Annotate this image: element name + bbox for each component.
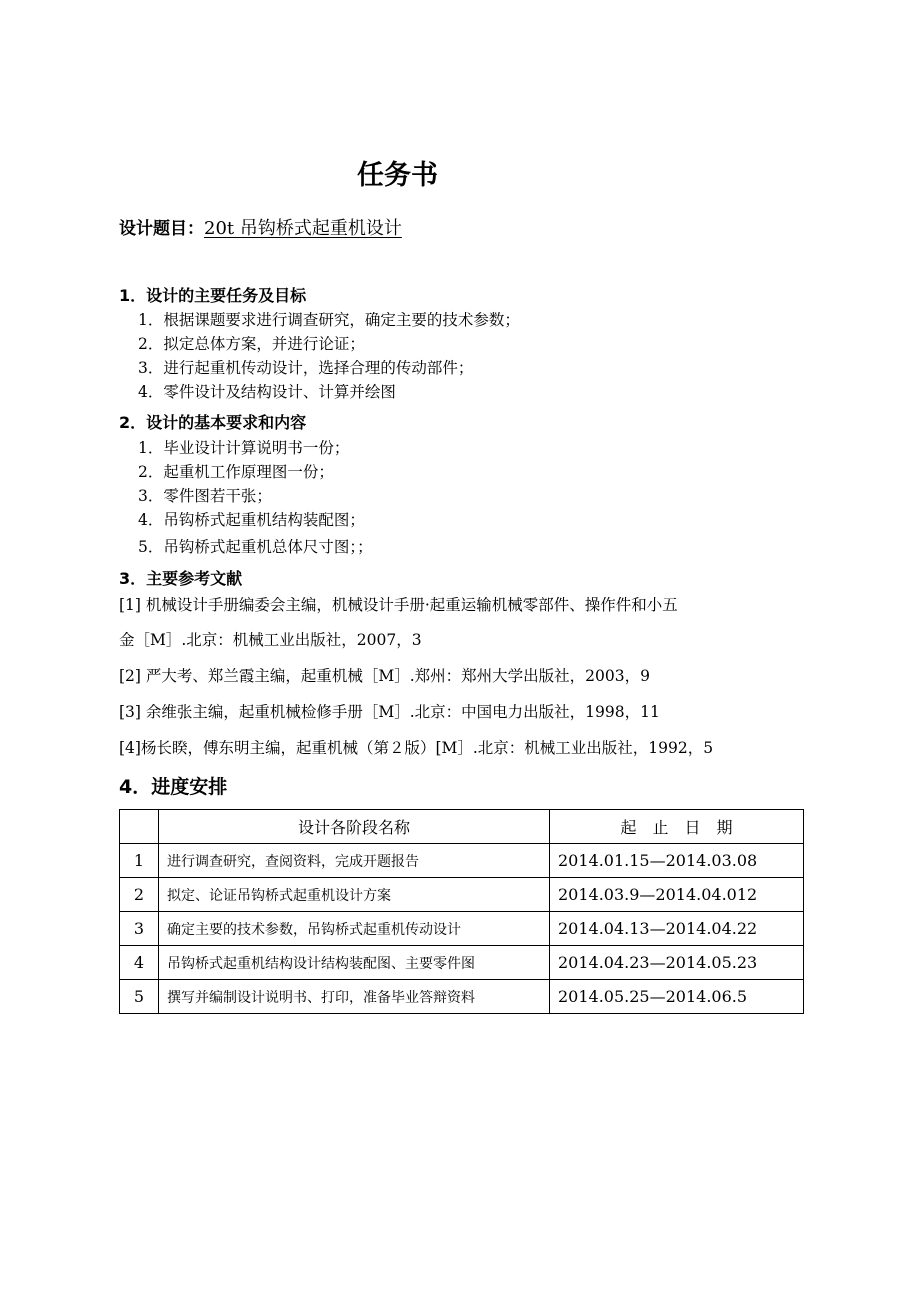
- schedule-table: [119, 809, 804, 1014]
- section-1-item: 1．根据课题要求进行调查研究，确定主要的技术参数；: [138, 311, 520, 329]
- design-topic-value: 20t 吊钩桥式起重机设计: [204, 218, 402, 239]
- row-number: 3: [120, 912, 159, 946]
- header-no: [120, 810, 159, 844]
- reference-line: [3] 余维张主编，起重机械检修手册［M］.北京：中国电力出版社，1998，11: [119, 703, 660, 721]
- row-number: 5: [120, 980, 159, 1014]
- reference-line: [1] 机械设计手册编委会主编，机械设计手册·起重运输机械零部件、操作件和小五: [119, 596, 678, 614]
- table-row: [120, 980, 804, 1014]
- row-date: 2014.04.23—2014.05.23: [550, 946, 804, 980]
- header-date: 起 止 日 期: [550, 810, 804, 844]
- schedule-header-row: [120, 810, 804, 844]
- section-1-item: 4．零件设计及结构设计、计算并绘图: [138, 383, 396, 401]
- row-stage: 吊钩桥式起重机结构设计结构装配图、主要零件图: [159, 946, 550, 980]
- table-row: [120, 946, 804, 980]
- reference-line: [2] 严大考、郑兰霞主编，起重机械［M］.郑州：郑州大学出版社，2003，9: [119, 667, 650, 685]
- section-2-item: 1．毕业设计计算说明书一份；: [138, 439, 350, 457]
- table-row: [120, 912, 804, 946]
- row-number: 4: [120, 946, 159, 980]
- document-title: 任务书: [357, 160, 438, 191]
- section-2-heading: 2．设计的基本要求和内容: [119, 413, 307, 432]
- row-date: 2014.03.9—2014.04.012: [550, 878, 804, 912]
- row-date: 2014.05.25—2014.06.5: [550, 980, 804, 1014]
- header-stage: 设计各阶段名称: [159, 810, 550, 844]
- table-row: [120, 878, 804, 912]
- section-2-item: 3．零件图若干张；: [138, 487, 272, 505]
- section-3-heading: 3．主要参考文献: [119, 569, 243, 588]
- row-number: 1: [120, 844, 159, 878]
- row-date: 2014.04.13—2014.04.22: [550, 912, 804, 946]
- row-number: 2: [120, 878, 159, 912]
- section-2-item: 2．起重机工作原理图一份；: [138, 463, 334, 481]
- section-2-item: 5．吊钩桥式起重机总体尺寸图；；: [138, 538, 373, 556]
- reference-line: 金［M］.北京：机械工业出版社，2007，3: [119, 631, 422, 649]
- row-stage: 拟定、论证吊钩桥式起重机设计方案: [159, 878, 550, 912]
- section-4-heading: 4．进度安排: [119, 776, 228, 798]
- section-1-heading: 1．设计的主要任务及目标: [119, 286, 307, 305]
- design-topic: [119, 216, 402, 242]
- row-stage: 确定主要的技术参数，吊钩桥式起重机传动设计: [159, 912, 550, 946]
- section-2-item: 4．吊钩桥式起重机结构装配图；: [138, 511, 365, 529]
- row-stage: 进行调查研究，查阅资料，完成开题报告: [159, 844, 550, 878]
- row-stage: 撰写并编制设计说明书、打印，准备毕业答辩资料: [159, 980, 550, 1014]
- row-date: 2014.01.15—2014.03.08: [550, 844, 804, 878]
- section-1-item: 3．进行起重机传动设计，选择合理的传动部件；: [138, 359, 474, 377]
- section-1-item: 2．拟定总体方案，并进行论证；: [138, 335, 365, 353]
- design-topic-label: 设计题目：: [119, 219, 204, 239]
- table-row: [120, 844, 804, 878]
- reference-line: [4]杨长睽，傅东明主编，起重机械（第２版）[M］.北京：机械工业出版社，1992，5: [119, 739, 714, 757]
